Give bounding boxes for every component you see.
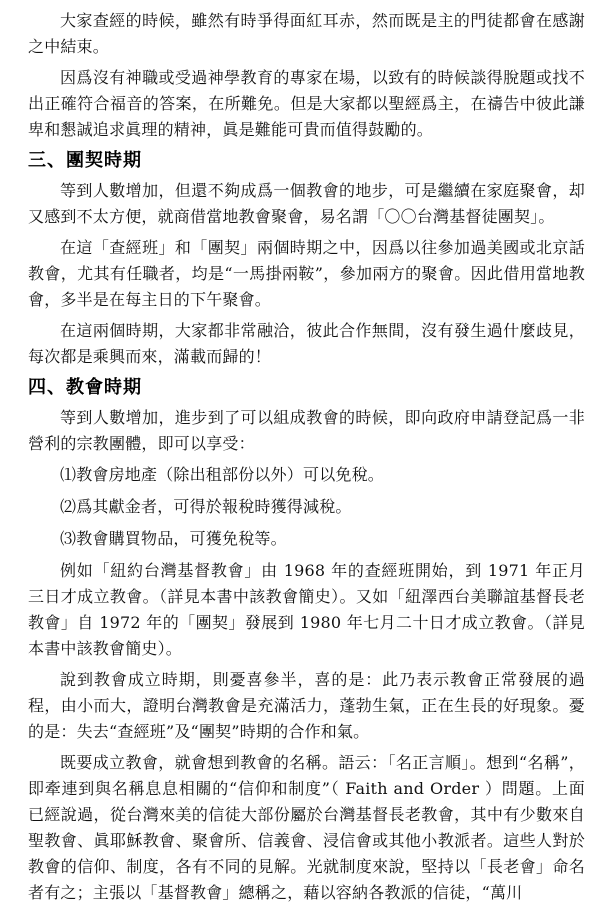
paragraph-church-naming: 既要成立教會，就會想到教會的名稱。語云：「名正言順」。想到“名稱”，即牽連到與名稱息息相關的“信仰和制度”（ Faith and Order ）問題。上面已經說過，從台灣來美的信徒大部份屬於台灣基督長老教會，其中有少數來自聖教會、眞耶穌教會、聚會所、信義會、浸信會或其他小教派者。這些人對於教會的信仰、制度，各有不同的見解。光就制度來說，堅持以「長老會」命名者有之；主張以「基督教會」總稱之，藉以容納各教派的信徒，“萬川 xyxy=(28,753,585,902)
section-heading-fellowship-period: 三、團契時期 xyxy=(28,150,142,171)
list-item-benefit-donation-deduction: ⑵爲其獻金者，可得於報稅時獲得減稅。 xyxy=(60,497,352,516)
paragraph-fellowship-formation: 等到人數增加，但還不夠成爲一個教會的地步，可是繼續在家庭聚會，却又感到不太方便，就商借當地教會聚會，易名謂「〇〇台灣基督徒團契」。 xyxy=(28,181,585,226)
list-item-benefit-purchase-exemption: ⑶教會購買物品，可獲免稅等。 xyxy=(60,529,287,548)
paragraph-bible-study-debate: 大家查經的時候，雖然有時爭得面紅耳赤，然而既是主的門徒都會在感謝之中結束。 xyxy=(28,11,585,56)
paragraph-church-registration: 等到人數增加，進步到了可以組成教會的時候，即向政府申請登記爲一非營利的宗教團體，即可以享受： xyxy=(28,408,585,453)
list-item-benefit-property-tax: ⑴教會房地產（除出租部份以外）可以免稅。 xyxy=(60,465,385,484)
paragraph-mixed-feelings: 說到教會成立時期，則憂喜參半，喜的是：此乃表示教會正常發展的過程，由小而大，證明台灣教會是充滿活力，蓬勃生氣，正在生長的好現象。憂的是：失去“查經班”及“團契”時期的合作和氣。 xyxy=(28,670,585,741)
paragraph-two-saddles: 在這「查經班」和「團契」兩個時期之中，因爲以往參加過美國或北京話教會，尤其有任職者，均是“一馬掛兩鞍”，參加兩方的聚會。因此借用當地教會，多半是在每主日的下午聚會。 xyxy=(28,238,585,309)
paragraph-no-clergy: 因爲沒有神職或受過神學教育的專家在場，以致有的時候談得脫題或找不出正確符合福音的答案，在所難免。但是大家都以聖經爲主，在禱告中彼此謙卑和懇誠追求眞理的精神，眞是難能可貴而值得鼓勵的。 xyxy=(28,68,585,139)
paragraph-harmony: 在這兩個時期，大家都非常融洽，彼此合作無間，沒有發生過什麼歧見，每次都是乘興而來，滿載而歸的！ xyxy=(28,321,585,366)
paragraph-church-examples: 例如「紐約台灣基督教會」由 1968 年的查經班開始，到 1971 年正月三日才成立教會。（詳見本書中該教會簡史）。又如「紐澤西台美聯誼基督長老教會」自 1972 年的「團契」發展到 1980 年七月二十日才成立教會。（詳見本書中該教會簡史）。 xyxy=(28,561,585,658)
section-heading-church-period: 四、教會時期 xyxy=(28,377,142,398)
